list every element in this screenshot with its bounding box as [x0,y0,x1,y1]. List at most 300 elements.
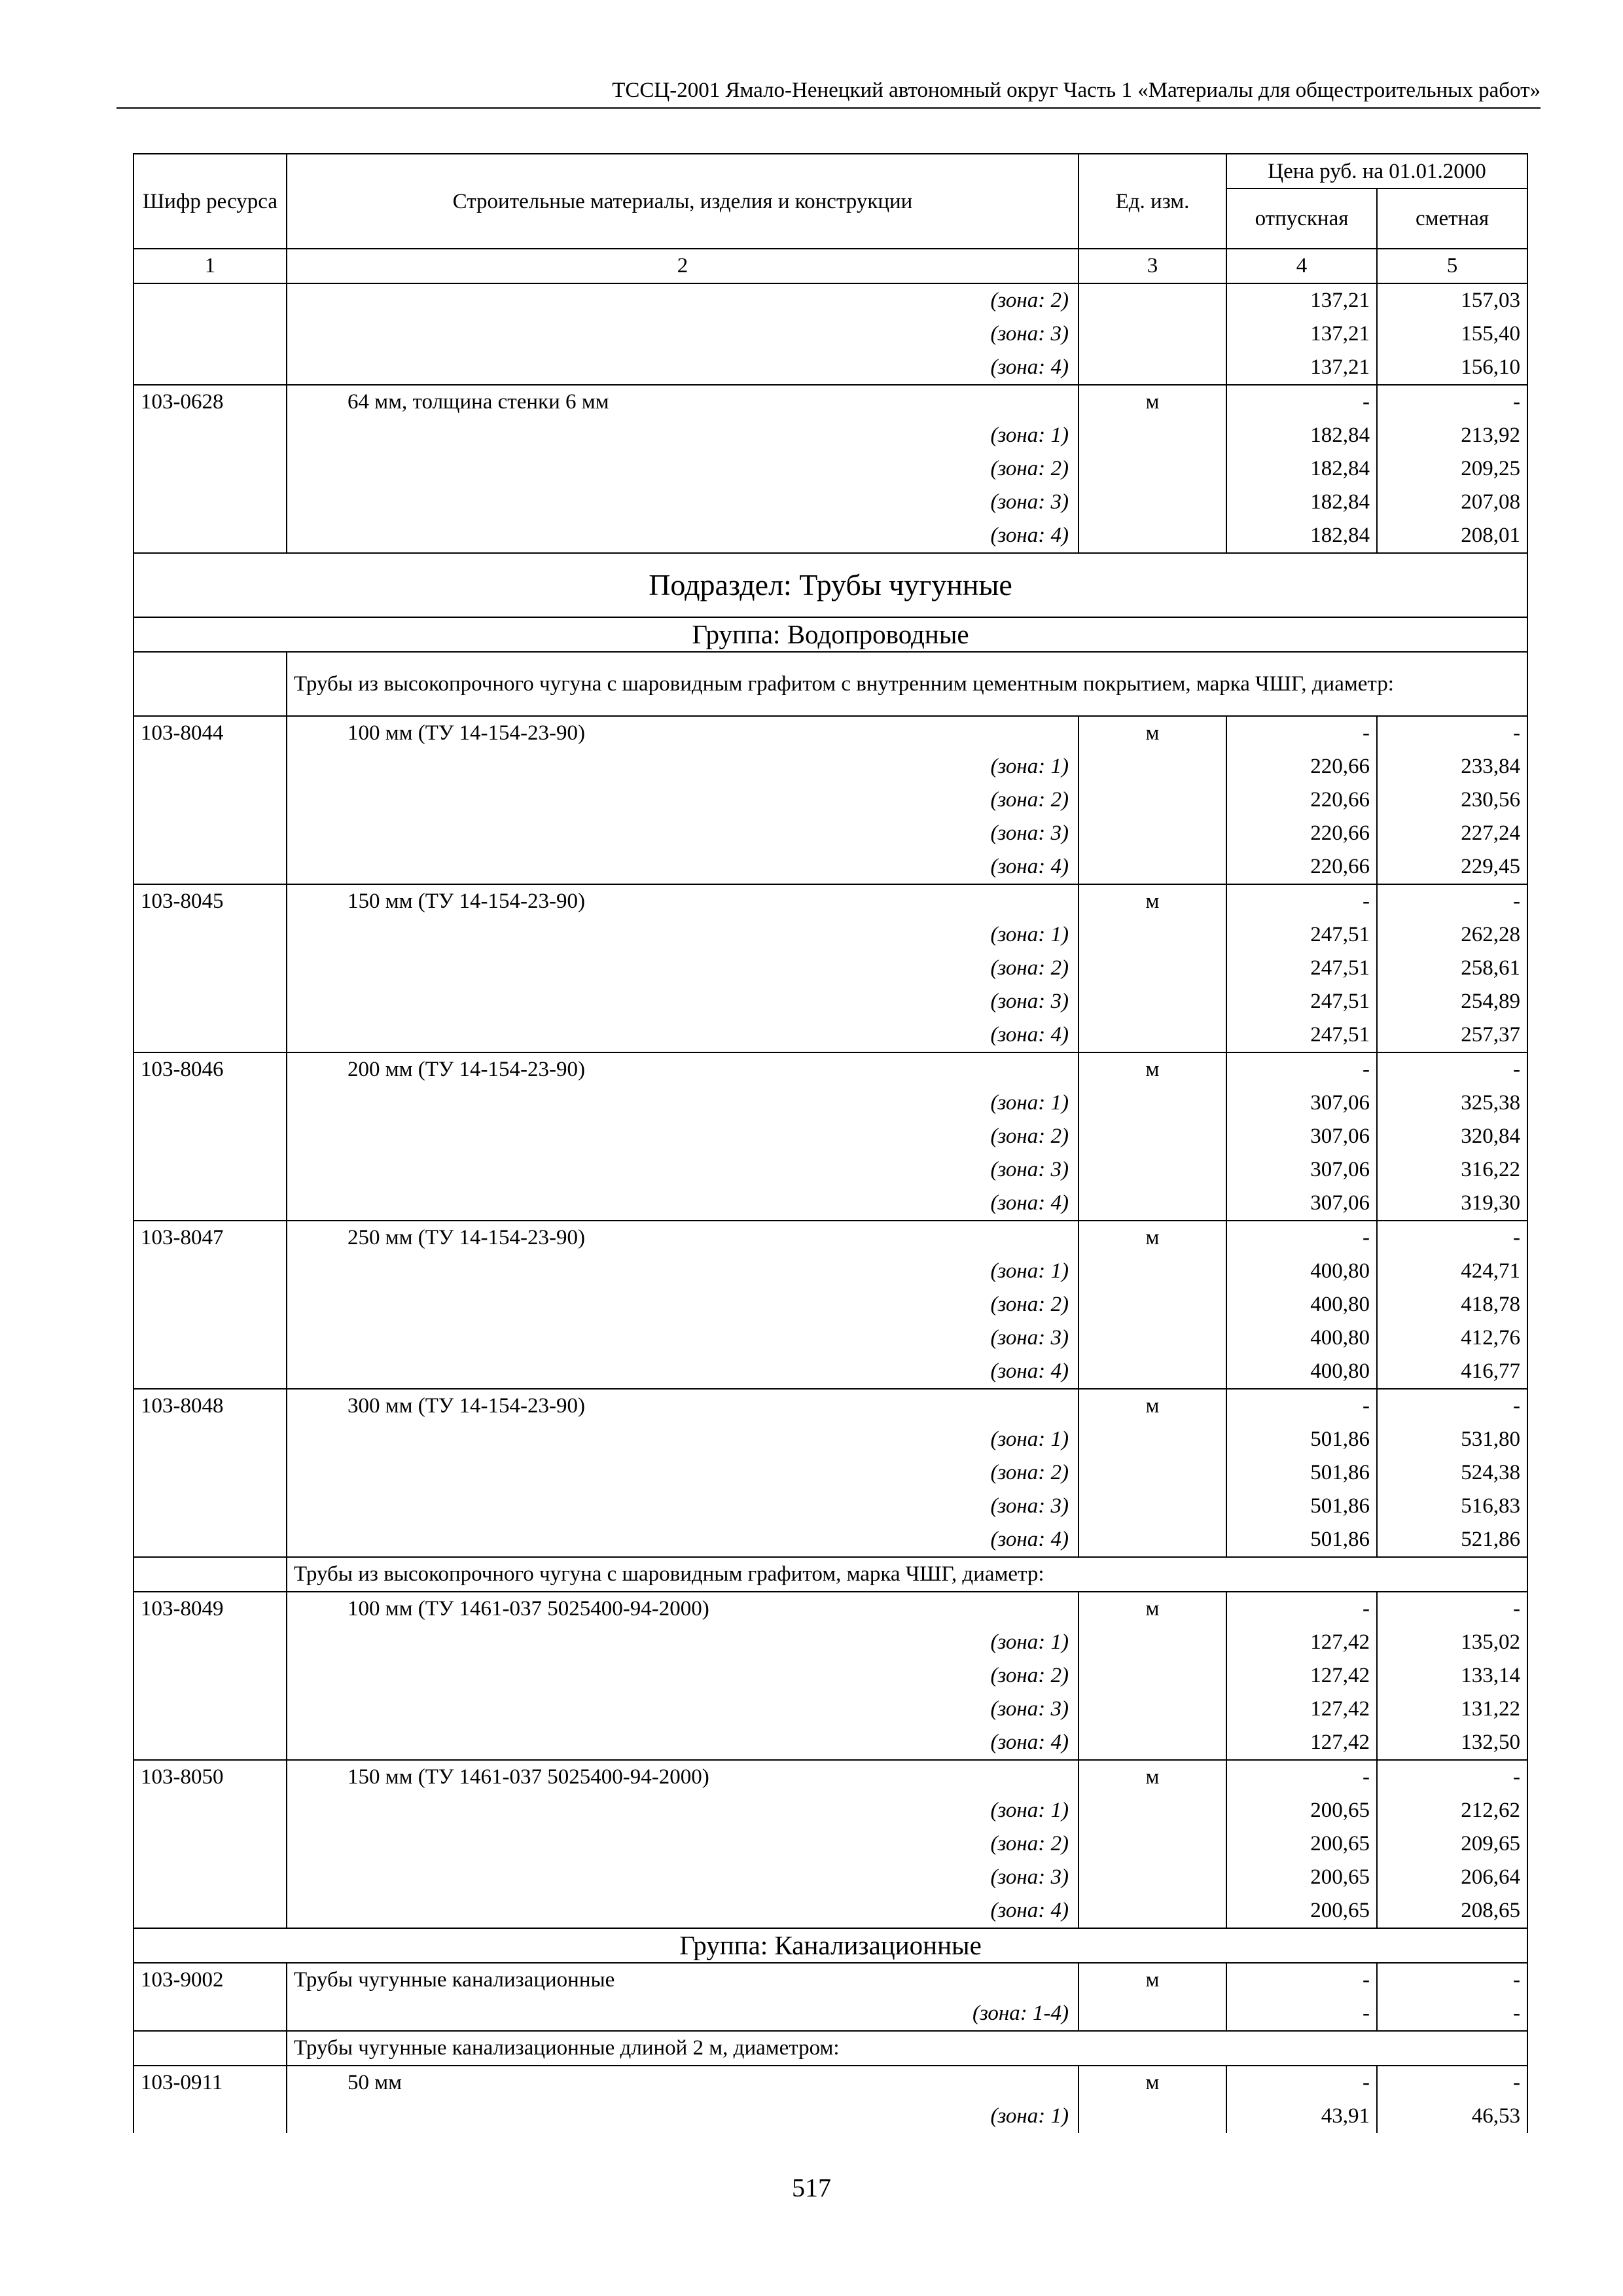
release-price: 247,51 [1226,952,1377,985]
estimate-price: 524,38 [1377,1456,1527,1490]
estimate-price: 325,38 [1377,1086,1527,1120]
col-number: 3 [1079,249,1226,283]
estimate-price: 212,62 [1377,1794,1527,1827]
unit-cell [1079,1321,1226,1355]
resource-code [134,1827,287,1861]
col-header-code: Шифр ресурса [134,154,287,249]
material-name: 150 мм (ТУ 1461-037 5025400-94-2000) [287,1760,1079,1794]
release-price: 501,86 [1226,1490,1377,1523]
zone-row [134,985,1527,1018]
unit-cell [1079,1018,1226,1052]
unit-cell: м [1079,1963,1226,1997]
estimate-price: 230,56 [1377,783,1527,817]
zone-row [134,1794,1527,1827]
zone-label: (зона: 3) [287,1693,1079,1726]
material-name: 100 мм (ТУ 1461-037 5025400-94-2000) [287,1592,1079,1626]
estimate-price: - [1377,1997,1527,2031]
unit-cell [1079,850,1226,884]
resource-code [134,850,287,884]
unit-cell [1079,952,1226,985]
unit-cell [1079,452,1226,486]
zone-label: (зона: 3) [287,1153,1079,1187]
unit-cell [1079,1693,1226,1726]
zone-row [134,1153,1527,1187]
estimate-price: - [1377,884,1527,918]
resource-code [134,1659,287,1693]
release-price: - [1226,1592,1377,1626]
col-header-price: Цена руб. на 01.01.2000 [1226,154,1527,188]
resource-code: 103-0911 [134,2066,287,2100]
zone-row [134,452,1527,486]
resource-code: 103-8045 [134,884,287,918]
resource-code [134,1456,287,1490]
resource-code [134,283,287,317]
estimate-price: 531,80 [1377,1423,1527,1456]
resource-code [134,1288,287,1321]
unit-cell [1079,419,1226,452]
zone-label: (зона: 2) [287,283,1079,317]
release-price: 127,42 [1226,1726,1377,1760]
release-price: - [1226,884,1377,918]
group-row [134,1928,1527,1963]
group-heading: Группа: Водопроводные [134,617,1527,652]
price-table [133,153,1528,2133]
col-header-estimate: сметная [1377,188,1527,249]
unit-cell [1079,750,1226,783]
unit-cell [1079,317,1226,351]
estimate-price: - [1377,385,1527,419]
estimate-price: - [1377,1963,1527,1997]
estimate-price: 135,02 [1377,1626,1527,1659]
unit-cell [1079,1120,1226,1153]
col-number: 2 [287,249,1079,283]
estimate-price: 233,84 [1377,750,1527,783]
estimate-price: 206,64 [1377,1861,1527,1894]
estimate-price: 320,84 [1377,1120,1527,1153]
unit-cell [1079,1086,1226,1120]
unit-cell: м [1079,2066,1226,2100]
estimate-price: - [1377,1389,1527,1423]
table-row [134,884,1527,918]
resource-code [134,1523,287,1557]
zone-label: (зона: 2) [287,452,1079,486]
estimate-price: 227,24 [1377,817,1527,850]
zone-row [134,486,1527,519]
unit-cell [1079,1794,1226,1827]
zone-row [134,918,1527,952]
unit-cell [1079,519,1226,553]
resource-code: 103-9002 [134,1963,287,1997]
unit-cell [1079,1997,1226,2031]
release-price: - [1226,1052,1377,1086]
release-price: 200,65 [1226,1794,1377,1827]
table-row [134,716,1527,750]
subsection-row [134,553,1527,617]
zone-label: (зона: 1) [287,1255,1079,1288]
estimate-price: 133,14 [1377,1659,1527,1693]
unit-cell [1079,783,1226,817]
material-name: 50 мм [287,2066,1079,2100]
table-row [134,1221,1527,1255]
release-price: - [1226,1997,1377,2031]
release-price: 220,66 [1226,817,1377,850]
zone-row [134,1456,1527,1490]
unit-cell [1079,486,1226,519]
table-row [134,1760,1527,1794]
material-name: 150 мм (ТУ 14-154-23-90) [287,884,1079,918]
zone-label: (зона: 4) [287,1894,1079,1928]
group-row [134,617,1527,652]
estimate-price: 207,08 [1377,486,1527,519]
zone-label: (зона: 2) [287,1288,1079,1321]
resource-code [134,1187,287,1221]
estimate-price: 46,53 [1377,2100,1527,2133]
unit-cell [1079,283,1226,317]
release-price: - [1226,1389,1377,1423]
zone-row [134,1288,1527,1321]
zone-label: (зона: 1) [287,918,1079,952]
table-row [134,1963,1527,1997]
estimate-price: 521,86 [1377,1523,1527,1557]
zone-label: (зона: 2) [287,783,1079,817]
zone-row [134,817,1527,850]
zone-row [134,1187,1527,1221]
resource-code [134,1997,287,2031]
col-header-name: Строительные материалы, изделия и конструкции [287,154,1079,249]
material-name: 64 мм, толщина стенки 6 мм [287,385,1079,419]
resource-code [134,952,287,985]
resource-code [134,1018,287,1052]
page-number: 517 [792,2173,831,2202]
zone-label: (зона: 1) [287,2100,1079,2133]
unit-cell [1079,1255,1226,1288]
code-cell [134,2031,287,2066]
resource-code [134,351,287,385]
estimate-price: 262,28 [1377,918,1527,952]
table-row [134,2066,1527,2100]
zone-label: (зона: 4) [287,351,1079,385]
table-row [134,1389,1527,1423]
zone-label: (зона: 3) [287,817,1079,850]
release-price: 182,84 [1226,452,1377,486]
release-price: 247,51 [1226,918,1377,952]
estimate-price: 418,78 [1377,1288,1527,1321]
release-price: 200,65 [1226,1827,1377,1861]
resource-code [134,1120,287,1153]
material-name: 300 мм (ТУ 14-154-23-90) [287,1389,1079,1423]
code-cell [134,1557,287,1592]
zone-row [134,1086,1527,1120]
release-price: 127,42 [1226,1626,1377,1659]
zone-row [134,1626,1527,1659]
unit-cell [1079,1288,1226,1321]
unit-cell [1079,2100,1226,2133]
resource-code [134,1861,287,1894]
zone-label: (зона: 3) [287,1490,1079,1523]
resource-code [134,1423,287,1456]
group-heading: Группа: Канализационные [134,1928,1527,1963]
zone-label: (зона: 1) [287,1086,1079,1120]
zone-label: (зона: 1) [287,750,1079,783]
col-number: 5 [1377,249,1527,283]
material-name: 200 мм (ТУ 14-154-23-90) [287,1052,1079,1086]
zone-row [134,283,1527,317]
release-price: 200,65 [1226,1894,1377,1928]
release-price: 501,86 [1226,1456,1377,1490]
zone-label: (зона: 1) [287,1626,1079,1659]
zone-row [134,1726,1527,1760]
zone-label: (зона: 3) [287,486,1079,519]
zone-label: (зона: 4) [287,1726,1079,1760]
zone-row [134,1321,1527,1355]
unit-cell [1079,1490,1226,1523]
zone-row [134,1355,1527,1389]
description-row [134,2031,1527,2066]
estimate-price: - [1377,1760,1527,1794]
release-price: 220,66 [1226,783,1377,817]
col-number: 1 [134,249,287,283]
resource-code [134,419,287,452]
resource-code [134,452,287,486]
zone-row [134,1997,1527,2031]
resource-code [134,2100,287,2133]
release-price: 400,80 [1226,1288,1377,1321]
page-header: ТССЦ-2001 Ямало-Ненецкий автономный округ Часть 1 «Материалы для общестроительных работ» [116,73,1541,109]
release-price: 182,84 [1226,519,1377,553]
release-price: 43,91 [1226,2100,1377,2133]
unit-cell [1079,1626,1226,1659]
estimate-price: 416,77 [1377,1355,1527,1389]
unit-cell [1079,1894,1226,1928]
table-row [134,1592,1527,1626]
zone-row [134,1894,1527,1928]
estimate-price: - [1377,1221,1527,1255]
estimate-price: 424,71 [1377,1255,1527,1288]
release-price: - [1226,1760,1377,1794]
col-header-release: отпускная [1226,188,1377,249]
resource-code [134,486,287,519]
estimate-price: 254,89 [1377,985,1527,1018]
resource-code [134,918,287,952]
release-price: 307,06 [1226,1153,1377,1187]
group-description: Трубы из высокопрочного чугуна с шаровидным графитом, марка ЧШГ, диаметр: [287,1557,1527,1592]
release-price: 182,84 [1226,486,1377,519]
resource-code: 103-8044 [134,716,287,750]
zone-label: (зона: 2) [287,1827,1079,1861]
estimate-price: 156,10 [1377,351,1527,385]
resource-code [134,1794,287,1827]
unit-cell: м [1079,1760,1226,1794]
unit-cell [1079,351,1226,385]
estimate-price: 412,76 [1377,1321,1527,1355]
zone-row [134,750,1527,783]
resource-code [134,1153,287,1187]
estimate-price: 516,83 [1377,1490,1527,1523]
resource-code [134,783,287,817]
release-price: 400,80 [1226,1321,1377,1355]
resource-code [134,1626,287,1659]
estimate-price: - [1377,1052,1527,1086]
material-name: 100 мм (ТУ 14-154-23-90) [287,716,1079,750]
estimate-price: 157,03 [1377,283,1527,317]
material-name: Трубы чугунные канализационные [287,1963,1079,1997]
col-number: 4 [1226,249,1377,283]
estimate-price: 257,37 [1377,1018,1527,1052]
resource-code [134,1894,287,1928]
zone-row [134,1523,1527,1557]
estimate-price: - [1377,716,1527,750]
zone-label: (зона: 1-4) [287,1997,1079,2031]
estimate-price: 229,45 [1377,850,1527,884]
unit-cell [1079,1456,1226,1490]
release-price: 127,42 [1226,1659,1377,1693]
group-description: Трубы из высокопрочного чугуна с шаровидным графитом с внутренним цементным покрытием, марка ЧШГ, диаметр: [287,652,1527,716]
release-price: - [1226,2066,1377,2100]
estimate-price: 319,30 [1377,1187,1527,1221]
zone-label: (зона: 4) [287,1355,1079,1389]
zone-label: (зона: 1) [287,419,1079,452]
estimate-price: - [1377,1592,1527,1626]
resource-code [134,317,287,351]
resource-code [134,1086,287,1120]
zone-label: (зона: 4) [287,519,1079,553]
unit-cell [1079,1659,1226,1693]
zone-label: (зона: 4) [287,1523,1079,1557]
zone-label: (зона: 4) [287,1187,1079,1221]
release-price: 400,80 [1226,1255,1377,1288]
unit-cell: м [1079,1389,1226,1423]
resource-code [134,1355,287,1389]
unit-cell [1079,1861,1226,1894]
subsection-heading: Подраздел: Трубы чугунные [134,553,1527,617]
estimate-price: 209,25 [1377,452,1527,486]
estimate-price: - [1377,2066,1527,2100]
zone-row [134,1861,1527,1894]
unit-cell: м [1079,1221,1226,1255]
zone-row [134,2100,1527,2133]
release-price: 137,21 [1226,283,1377,317]
zone-label: (зона: 4) [287,1018,1079,1052]
zone-row [134,1827,1527,1861]
zone-row [134,1490,1527,1523]
zone-label: (зона: 3) [287,1321,1079,1355]
zone-row [134,519,1527,553]
unit-cell [1079,985,1226,1018]
zone-row [134,1018,1527,1052]
release-price: 307,06 [1226,1086,1377,1120]
zone-label: (зона: 1) [287,1794,1079,1827]
unit-cell: м [1079,716,1226,750]
resource-code: 103-8048 [134,1389,287,1423]
col-header-unit: Ед. изм. [1079,154,1226,249]
resource-code [134,1321,287,1355]
resource-code [134,519,287,553]
unit-cell [1079,1523,1226,1557]
zone-row [134,1659,1527,1693]
resource-code: 103-8047 [134,1221,287,1255]
release-price: 307,06 [1226,1187,1377,1221]
resource-code: 103-0628 [134,385,287,419]
zone-label: (зона: 4) [287,850,1079,884]
resource-code [134,1255,287,1288]
estimate-price: 209,65 [1377,1827,1527,1861]
zone-label: (зона: 3) [287,1861,1079,1894]
zone-row [134,419,1527,452]
unit-cell: м [1079,1052,1226,1086]
resource-code [134,750,287,783]
estimate-price: 208,65 [1377,1894,1527,1928]
release-price: 127,42 [1226,1693,1377,1726]
resource-code [134,985,287,1018]
zone-label: (зона: 3) [287,317,1079,351]
release-price: - [1226,1221,1377,1255]
table-body [134,283,1527,2133]
estimate-price: 316,22 [1377,1153,1527,1187]
release-price: 200,65 [1226,1861,1377,1894]
zone-label: (зона: 3) [287,985,1079,1018]
release-price: 220,66 [1226,750,1377,783]
zone-row [134,1423,1527,1456]
zone-label: (зона: 2) [287,1120,1079,1153]
zone-label: (зона: 2) [287,1456,1079,1490]
estimate-price: 132,50 [1377,1726,1527,1760]
estimate-price: 155,40 [1377,317,1527,351]
unit-cell [1079,1187,1226,1221]
release-price: - [1226,1963,1377,1997]
unit-cell [1079,1423,1226,1456]
zone-row [134,1120,1527,1153]
unit-cell [1079,1726,1226,1760]
zone-row [134,952,1527,985]
resource-code: 103-8046 [134,1052,287,1086]
release-price: 182,84 [1226,419,1377,452]
zone-label: (зона: 2) [287,1659,1079,1693]
release-price: 501,86 [1226,1523,1377,1557]
zone-label: (зона: 2) [287,952,1079,985]
resource-code [134,1490,287,1523]
estimate-price: 208,01 [1377,519,1527,553]
code-cell [134,652,287,716]
resource-code [134,1693,287,1726]
zone-label: (зона: 1) [287,1423,1079,1456]
description-row [134,652,1527,716]
release-price: 247,51 [1226,1018,1377,1052]
unit-cell [1079,1153,1226,1187]
resource-code [134,817,287,850]
zone-row [134,1693,1527,1726]
release-price: 137,21 [1226,317,1377,351]
resource-code [134,1726,287,1760]
release-price: 247,51 [1226,985,1377,1018]
estimate-price: 213,92 [1377,419,1527,452]
release-price: 501,86 [1226,1423,1377,1456]
release-price: 137,21 [1226,351,1377,385]
unit-cell: м [1079,1592,1226,1626]
unit-cell [1079,918,1226,952]
description-row [134,1557,1527,1592]
unit-cell: м [1079,884,1226,918]
zone-row [134,1255,1527,1288]
estimate-price: 258,61 [1377,952,1527,985]
unit-cell: м [1079,385,1226,419]
unit-cell [1079,817,1226,850]
zone-row [134,850,1527,884]
unit-cell [1079,1827,1226,1861]
zone-row [134,317,1527,351]
release-price: 307,06 [1226,1120,1377,1153]
table-head [134,154,1527,283]
estimate-price: 131,22 [1377,1693,1527,1726]
